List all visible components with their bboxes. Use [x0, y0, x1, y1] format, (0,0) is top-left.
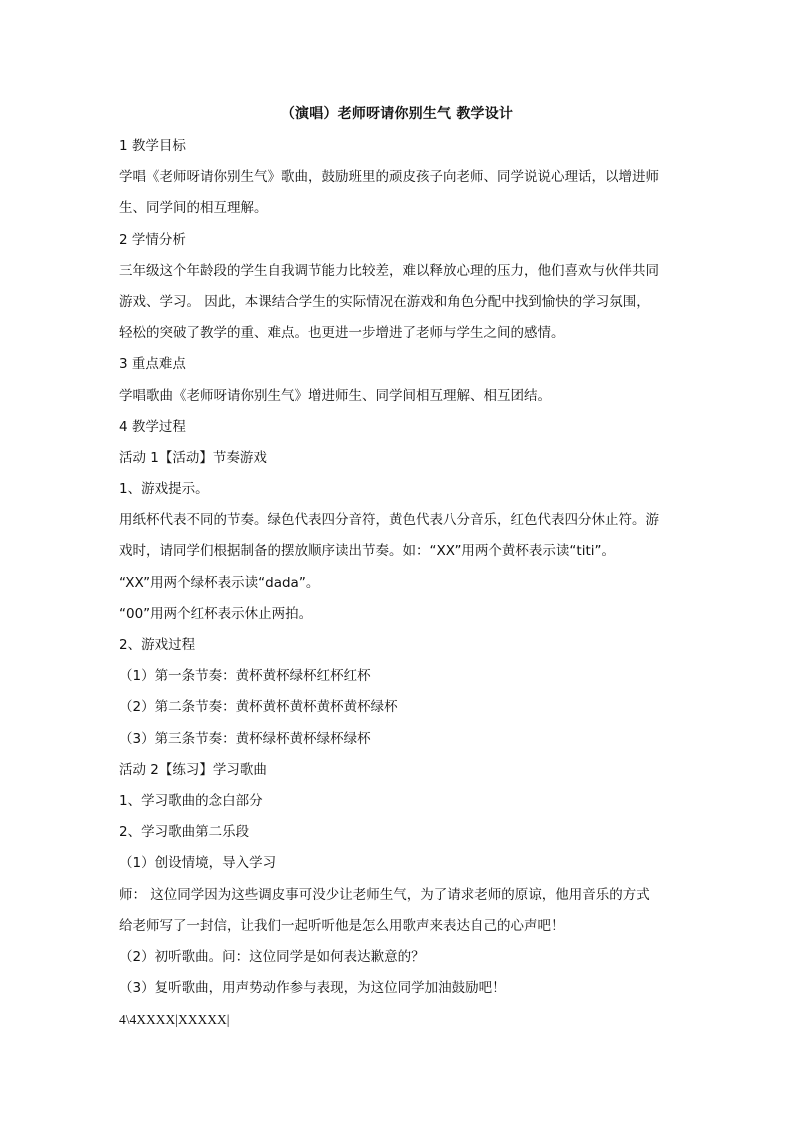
rhythm-item: （3）第三条节奏：黄杯绿杯黄杯绿杯绿杯 [119, 730, 371, 747]
list-item: 1、游戏提示。 [119, 481, 209, 498]
document-title: （演唱）老师呀请你别生气 教学设计 [280, 106, 514, 122]
heading-key-points: 3 重点难点 [119, 356, 186, 373]
paragraph-line: 给老师写了一封信，让我们一起听听他是怎么用歌声来表达自己的心声吧！ [119, 917, 565, 934]
document-body [119, 131, 675, 1035]
paragraph-line: 师： 这位同学因为这些调皮事可没少让老师生气，为了请求老师的原谅，他用音乐的方式 [119, 886, 650, 903]
activity-1-heading: 活动 1【活动】节奏游戏 [119, 449, 267, 466]
paragraph-line: 戏时，请同学们根据制备的摆放顺序读出节奏。如：“XX”用两个黄杯表示读“titi”。 [119, 543, 616, 560]
paragraph-line: 用纸杯代表不同的节奏。绿色代表四分音符，黄色代表八分音乐，红色代表四分休止符。游 [119, 512, 659, 529]
rhythm-item: （1）第一条节奏：黄杯黄杯绿杯红杯红杯 [119, 668, 371, 685]
heading-teaching-process: 4 教学过程 [119, 418, 186, 435]
sub-item: （3）复听歌曲，用声势动作参与表现，为这位同学加油鼓励吧！ [119, 980, 506, 997]
paragraph-line: 三年级这个年龄段的学生自我调节能力比较差，难以释放心理的压力，他们喜欢与伙伴共同 [119, 262, 659, 279]
paragraph-line: 轻松的突破了教学的重、难点。也更进一步增进了老师与学生之间的感情。 [119, 325, 565, 342]
list-item: 2、游戏过程 [119, 637, 196, 653]
activity-2-heading: 活动 2【练习】学习歌曲 [119, 761, 267, 778]
sub-item: （2）初听歌曲。问：这位同学是如何表达歉意的？ [119, 948, 425, 965]
paragraph-line: 游戏、学习。 因此，本课结合学生的实际情况在游戏和角色分配中找到愉快的学习氛围， [119, 293, 650, 310]
paragraph-line: “XX”用两个绿杯表示读“dada”。 [119, 574, 320, 591]
rhythm-item: （2）第二条节奏：黄杯黄杯黄杯黄杯黄杯绿杯 [119, 699, 398, 716]
list-item: 2、学习歌曲第二乐段 [119, 824, 250, 841]
list-item: 1、学习歌曲的念白部分 [119, 792, 263, 809]
sub-item: （1）创设情境，导入学习 [119, 855, 277, 872]
paragraph-line: “00”用两个红杯表示休止两拍。 [119, 605, 313, 622]
paragraph-line: 学唱歌曲《老师呀请你别生气》增进师生、同学间相互理解、相互团结。 [119, 387, 551, 404]
paragraph-line: 生、同学间的相互理解。 [119, 200, 268, 217]
heading-teaching-goals: 1 教学目标 [119, 138, 186, 154]
rhythm-notation: 4\4XXXX|XXXXX| [119, 1012, 230, 1028]
heading-student-analysis: 2 学情分析 [119, 231, 186, 248]
paragraph-line: 学唱《老师呀请你别生气》歌曲，鼓励班里的顽皮孩子向老师、同学说说心理话，以增进师 [119, 169, 659, 186]
